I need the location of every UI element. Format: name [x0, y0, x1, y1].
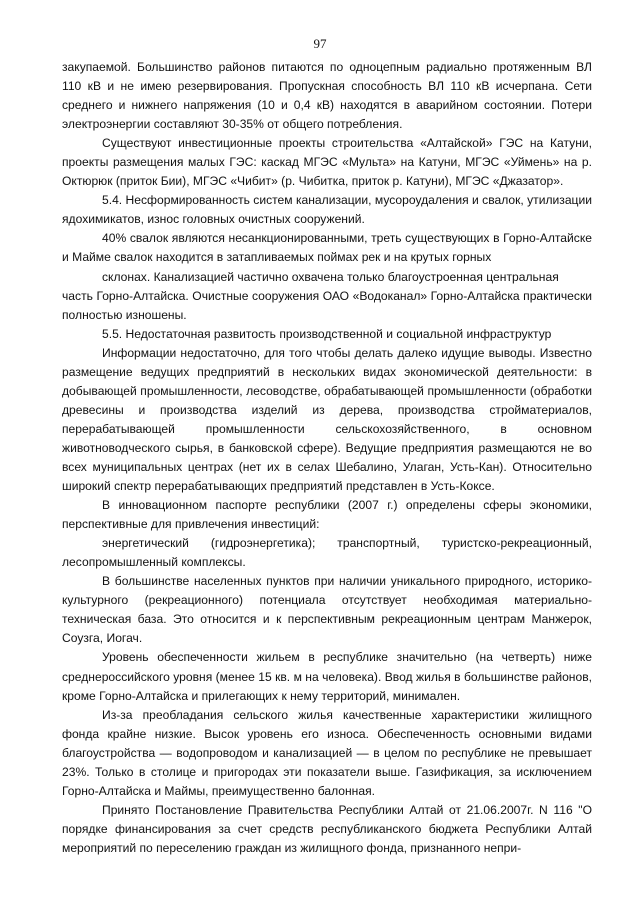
paragraph: 40% свалок являются несанкционированными, треть существующих в Горно-Алтайске и Майме свалок находится в затапливаемых поймах рек и на крутых горных — [62, 231, 592, 265]
paragraph: Уровень обеспеченности жильем в республике значительно (на четверть) ниже среднероссийского уровня (менее 15 кв. м на человека). Ввод жилья в большинстве районов, кроме Горно-Алтайска и прилегающих к нему территорий, минимален. — [62, 650, 592, 703]
section-heading-5-5: 5.5. Недостаточная развитость производственной и социальной инфраструктур — [102, 326, 552, 341]
paragraph: энергетический (гидроэнергетика); транспортный, туристско-рекреационный, лесопромышленный комплексы. — [62, 536, 592, 570]
paragraph: В большинстве населенных пунктов при наличии уникального природного, историко-культурного (рекреационного) потенциала отсутствует необходимая материально-техническая база. Это относится и к перспективным рекреационным центрам Манжерок, Соузга, Иогач. — [62, 574, 592, 646]
section-heading-5-4: 5.4. Несформированность систем канализации, мусороудаления и свалок, утилизации ядохимикатов, износ головных очистных сооружений. — [62, 193, 592, 227]
page-number: 97 — [313, 36, 327, 51]
paragraph: Информации недостаточно, для того чтобы делать далеко идущие выводы. Известно размещение ведущих предприятий в нескольких видах экономической деятельности: в добывающей промышленности, лесоводстве, обрабатывающей промышленности (обработки древесины и производства изделий из дерева, производства стройматериалов, перерабатывающей промышленности сельскохозяйственного, в основном животноводческого сырья, в банковской сфере). Ведущие предприятия размещаются не во всех муниципальных центрах (нет их в селах Шебалино, Улаган, Усть-Кан). Относительно широкий спектр перерабатывающих предприятий представлен в Усть-Коксе. — [62, 345, 592, 494]
document-body — [62, 58, 592, 858]
paragraph: Из-за преобладания сельского жилья качественные характеристики жилищного фонда крайне низкие. Высок уровень его износа. Обеспеченность основными видами благоустройства — водопроводом и канализацией — в целом по республике не превышает 23%. Только в столице и пригородах эти показатели выше. Газификация, за исключением Горно-Алтайска и Маймы, преимущественно балонная. — [62, 707, 592, 798]
paragraph: В инновационном паспорте республики (2007 г.) определены сферы экономики, перспективные для привлечения инвестиций: — [62, 498, 592, 532]
paragraph: закупаемой. Большинство районов питаются по одноцепным радиально протяженным ВЛ 110 кВ и не имею резервирования. Пропускная способность ВЛ 110 кВ исчерпана. Сети среднего и нижнего напряжения (10 и 0,4 кВ) находятся в аварийном состоянии. Потери электроэнергии составляют 30-35% от общего потребления. — [62, 60, 592, 132]
paragraph: Принято Постановление Правительства Республики Алтай от 21.06.2007г. N 116 "О порядке финансирования за счет средств республиканского бюджета Республики Алтай мероприятий по переселению граждан из жилищного фонда, признанного непри- — [62, 802, 592, 855]
paragraph: склонах. Канализацией частично охвачена только благоустроенная центральная — [102, 269, 559, 284]
paragraph: часть Горно-Алтайска. Очистные сооружения ОАО «Водоканал» Горно-Алтайска практически полностью изношены. — [62, 288, 592, 322]
paragraph: Существуют инвестиционные проекты строительства «Алтайской» ГЭС на Катуни, проекты размещения малых ГЭС: каскад МГЭС «Мульта» на Катуни, МГЭС «Уймень» на р. Октюрюк (приток Бии), МГЭС «Чибит» (р. Чибитка, приток р. Катуни), МГЭС «Джазатор». — [62, 136, 592, 189]
